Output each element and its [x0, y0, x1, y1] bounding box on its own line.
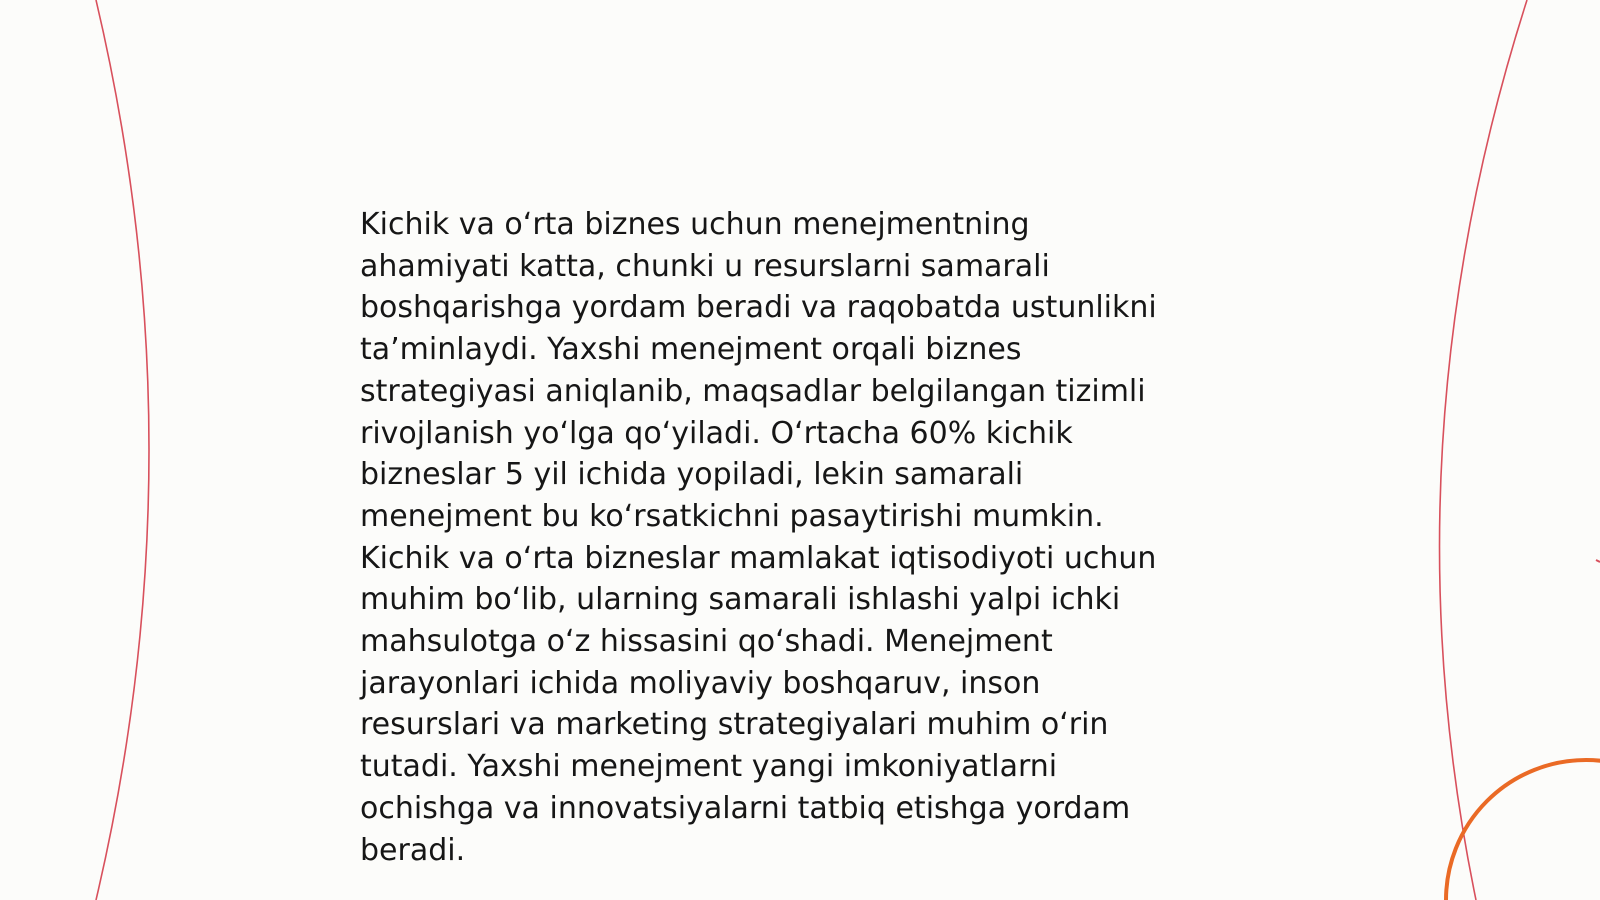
body-line: tutadi. Yaxshi menejment yangi imkoniyatlarni	[360, 749, 1058, 785]
body-line: boshqarishga yordam beradi va raqobatda ustunlikni	[360, 290, 1157, 326]
body-line: bizneslar 5 yil ichida yopiladi, lekin samarali	[360, 457, 1024, 493]
body-line: muhim bo‘lib, ularning samarali ishlashi yalpi ichki	[360, 582, 1121, 618]
body-line: jarayonlari ichida moliyaviy boshqaruv, inson	[360, 665, 1041, 701]
body-line: rivojlanish yo‘lga qo‘yiladi. O‘rtacha 60% kichik	[360, 415, 1073, 451]
body-line: Kichik va o‘rta biznes uchun menejmentning	[360, 207, 1030, 242]
body-line: strategiyasi aniqlanib, maqsadlar belgilangan tizimli	[360, 373, 1146, 409]
body-line: mahsulotga o‘z hissasini qo‘shadi. Menejment	[360, 624, 1053, 660]
right-arc-line	[1440, 0, 1527, 900]
body-line: ahamiyati katta, chunki u resurslarni samarali	[360, 248, 1050, 284]
body-line: Kichik va o‘rta bizneslar mamlakat iqtisodiyoti uchun	[360, 540, 1157, 576]
body-line: beradi.	[360, 832, 466, 868]
body-line: resurslari va marketing strategiyalari muhim o‘rin	[360, 707, 1109, 743]
body-line: ochishga va innovatsiyalarni tatbiq etishga yordam	[360, 790, 1131, 826]
left-arc-line	[96, 0, 149, 900]
small-red-mark	[1596, 560, 1600, 562]
body-line: menejment bu ko‘rsatkichni pasaytirishi mumkin.	[360, 498, 1104, 534]
body-paragraph	[360, 204, 1240, 871]
orange-ring	[1446, 760, 1600, 900]
body-line: ta’minlaydi. Yaxshi menejment orqali biznes	[360, 332, 1022, 368]
